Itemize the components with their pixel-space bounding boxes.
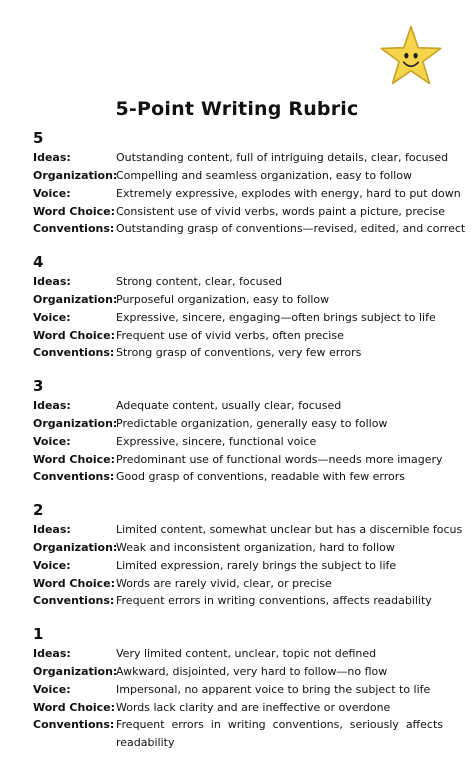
criterion-label: Word Choice: xyxy=(33,328,116,342)
criterion-label: Ideas: xyxy=(33,647,71,661)
criterion-label: Organization: xyxy=(33,169,118,183)
criterion-description: Outstanding grasp of conventions—revised, edited, and correct xyxy=(116,222,466,236)
criterion-row xyxy=(33,557,443,575)
criterion-label: Word Choice: xyxy=(33,452,116,466)
criterion-row xyxy=(33,716,443,751)
criterion-label: Ideas: xyxy=(33,399,71,413)
criterion-label: Word Choice: xyxy=(33,576,116,590)
criterion-row xyxy=(33,309,443,327)
criterion-description: Words are rarely vivid, clear, or precise xyxy=(116,576,332,590)
criterion-row xyxy=(33,185,461,203)
criterion-row xyxy=(33,539,443,557)
criterion-row xyxy=(33,203,446,221)
criterion-description: Frequent errors in writing conventions, affects readability xyxy=(116,594,432,608)
criterion-row xyxy=(33,645,443,663)
criterion-row xyxy=(33,167,443,185)
criterion-label: Conventions: xyxy=(33,470,115,484)
criterion-description: Frequent errors in writing conventions, seriously affects readability xyxy=(116,718,443,749)
criterion-label: Voice: xyxy=(33,682,71,696)
criterion-description: Strong grasp of conventions, very few errors xyxy=(116,346,362,360)
criterion-label: Ideas: xyxy=(33,523,71,537)
criterion-row xyxy=(33,592,443,610)
criterion-label: Organization: xyxy=(33,417,118,431)
criterion-description: Compelling and seamless organization, easy to follow xyxy=(116,169,413,183)
criterion-label: Organization: xyxy=(33,665,118,679)
page-title: 5-Point Writing Rubric xyxy=(115,98,359,120)
criterion-description: Very limited content, unclear, topic not defined xyxy=(116,647,377,661)
criterion-row xyxy=(33,575,443,593)
criterion-label: Conventions: xyxy=(33,718,115,732)
criterion-row xyxy=(33,433,443,451)
criterion-label: Word Choice: xyxy=(33,700,116,714)
criterion-row xyxy=(33,327,443,345)
criterion-description: Weak and inconsistent organization, hard to follow xyxy=(116,541,395,555)
score-heading: 3 xyxy=(33,377,44,395)
criterion-label: Ideas: xyxy=(33,275,71,289)
criterion-label: Ideas: xyxy=(33,151,71,165)
criterion-label: Conventions: xyxy=(33,346,115,360)
criterion-description: Expressive, sincere, engaging—often brings subject to life xyxy=(116,310,436,324)
criterion-label: Organization: xyxy=(33,541,118,555)
criterion-row xyxy=(33,397,443,415)
score-heading: 2 xyxy=(33,501,44,519)
criterion-description: Strong content, clear, focused xyxy=(116,275,283,289)
criterion-row xyxy=(33,468,443,486)
criterion-label: Organization: xyxy=(33,293,118,307)
score-section-4 xyxy=(33,252,443,362)
criterion-description: Expressive, sincere, functional voice xyxy=(116,434,317,448)
criterion-row xyxy=(33,344,443,362)
criterion-description: Limited content, somewhat unclear but has a discernible focus xyxy=(116,523,463,537)
criterion-description: Words lack clarity and are ineffective or overdone xyxy=(116,700,391,714)
criterion-label: Voice: xyxy=(33,434,71,448)
criterion-description: Consistent use of vivid verbs, words paint a picture, precise xyxy=(116,204,446,218)
criterion-row xyxy=(33,415,443,433)
criterion-row xyxy=(33,681,443,699)
criterion-description: Purposeful organization, easy to follow xyxy=(116,293,330,307)
criterion-description: Awkward, disjointed, very hard to follow—no flow xyxy=(116,665,388,679)
criterion-description: Predominant use of functional words—needs more imagery xyxy=(116,452,443,466)
criterion-row xyxy=(33,521,463,539)
criterion-description: Extremely expressive, explodes with energy, hard to put down xyxy=(116,186,461,200)
criterion-description: Impersonal, no apparent voice to bring the subject to life xyxy=(116,682,431,696)
score-section-3 xyxy=(33,376,443,486)
score-heading: 4 xyxy=(33,253,44,271)
criterion-description: Adequate content, usually clear, focused xyxy=(116,399,342,413)
criterion-label: Word Choice: xyxy=(33,204,116,218)
criterion-description: Frequent use of vivid verbs, often precise xyxy=(116,328,344,342)
criterion-description: Good grasp of conventions, readable with few errors xyxy=(116,470,405,484)
criterion-description: Limited expression, rarely brings the subject to life xyxy=(116,558,397,572)
criterion-row xyxy=(33,451,443,469)
criterion-description: Outstanding content, full of intriguing details, clear, focused xyxy=(116,151,449,165)
score-section-5 xyxy=(33,128,466,238)
criterion-row xyxy=(33,663,443,681)
criterion-row xyxy=(33,220,466,238)
smiling-star-icon xyxy=(378,24,444,90)
criterion-label: Conventions: xyxy=(33,594,115,608)
criterion-row xyxy=(33,699,443,717)
score-section-1 xyxy=(33,624,443,751)
criterion-label: Voice: xyxy=(33,558,71,572)
criterion-row xyxy=(33,291,443,309)
score-section-2 xyxy=(33,500,463,610)
score-heading: 1 xyxy=(33,625,44,643)
criterion-row xyxy=(33,273,443,291)
criterion-label: Conventions: xyxy=(33,222,115,236)
criterion-description: Predictable organization, generally easy to follow xyxy=(116,417,388,431)
criterion-row xyxy=(33,149,449,167)
score-heading: 5 xyxy=(33,129,44,147)
criterion-label: Voice: xyxy=(33,310,71,324)
criterion-label: Voice: xyxy=(33,186,71,200)
